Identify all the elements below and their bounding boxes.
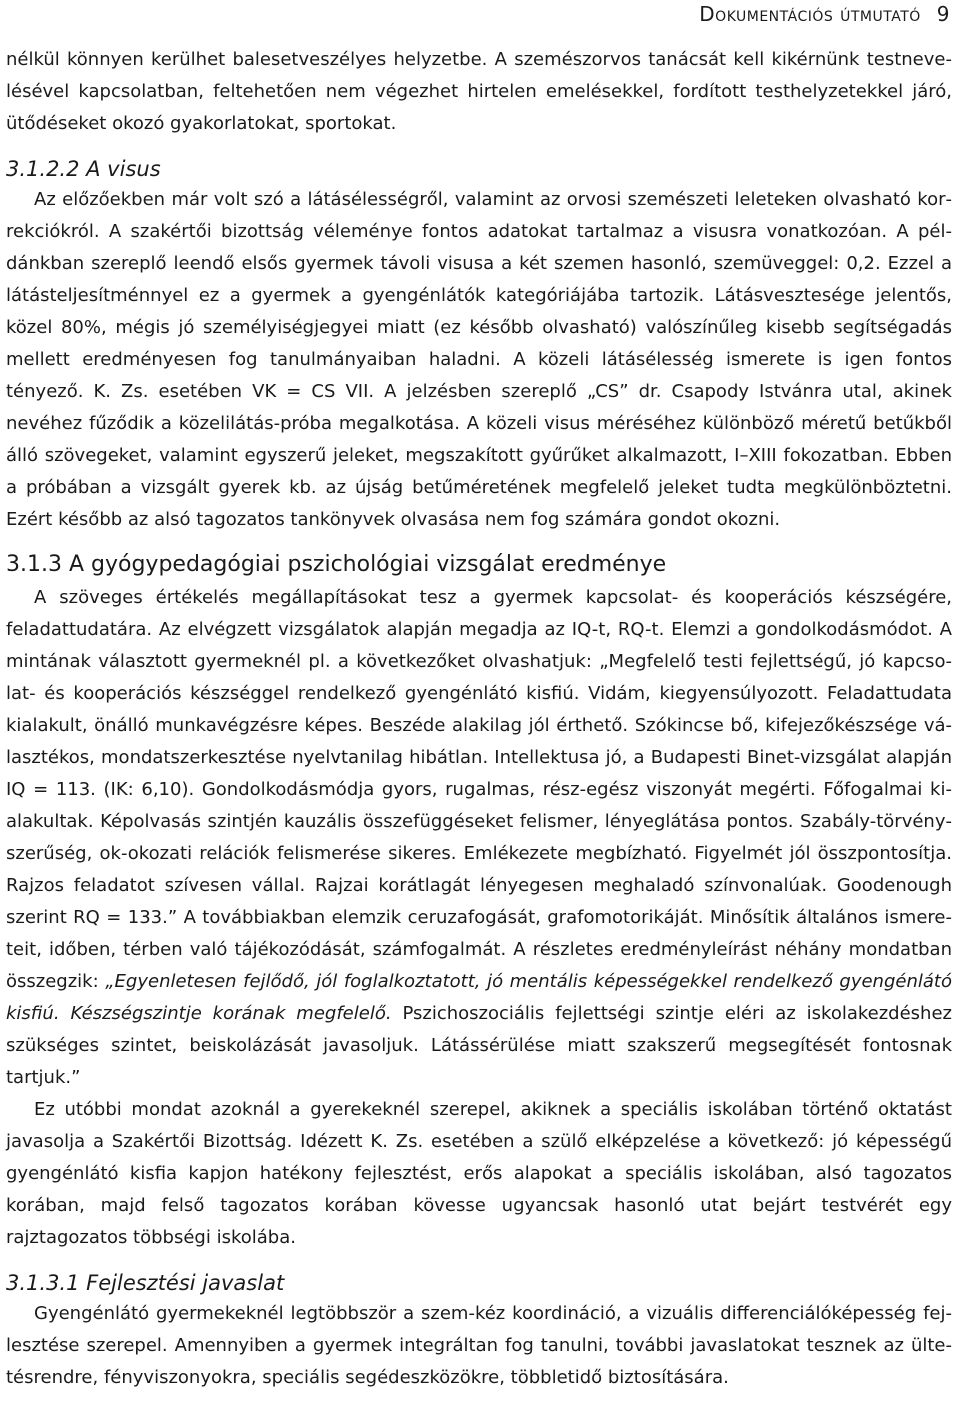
paragraph-psychology	[6, 582, 952, 1094]
paragraph-intro: nélkül könnyen kerülhet balesetveszélyes helyzetbe. A szemészorvos tanácsát kell kikérnünk testnevelésével kapcsolatban, feltehetően nem végezhet hirtelen emelésekkel, fordított testhelyzetekkel járó, ütődéseket okozó gyakorlatokat, sportokat.	[6, 49, 952, 134]
running-title: Dokumentációs útmutató	[699, 2, 921, 26]
page-content	[6, 44, 952, 1394]
paragraph-development: Gyengénlátó gyermekeknél legtöbbször a szem-kéz koordináció, a vizuális differenciálóképesség fejlesztése szerepel. Amennyiben a gyermek integráltan fog tanulni, további javaslatokat tesznek az ültetésrendre, fényviszonyokra, speciális segédeszközökre, többletidő biztosítására.	[6, 1303, 952, 1388]
heading-psychology-result: 3.1.3 A gyógypedagógiai pszichológiai vizsgálat eredménye	[6, 552, 667, 577]
page-number: 9	[936, 2, 950, 26]
heading-visus: 3.1.2.2 A visus	[6, 157, 161, 181]
psychology-quote-text: „Egyenletesen fejlődő, jól foglalkoztatott, jó mentális képességekkel rendelkező gyengénlátó kisfiú. Készségszintje korának megfelelő.	[6, 971, 952, 1024]
paragraph-committee: Ez utóbbi mondat azoknál a gyerekeknél szerepel, akiknek a speciális iskolában történő oktatást javasolja a Szakértői Bizottság. Idézett K. Zs. esetében a szülő elképzelése a következő: jó képességű gyengénlátó kisfia kapjon hatékony fejlesztést, erős alapokat a speciális iskolában, alsó tagozatos korában, majd felső tagozatos korában kövesse ugyancsak hasonló utat bejárt testvérét egy rajztagozatos többségi iskolába.	[6, 1099, 952, 1248]
paragraph-visus: Az előzőekben már volt szó a látásélességről, valamint az orvosi szemészeti leleteken olvasható korrekciókról. A szakértői bizottság véleménye fontos adatokat tartalmaz a visusra vonatkozóan. A példánkban szereplő leendő elsős gyermek távoli visusa a két szemen hasonló, szemüveggel: 0,2. Ezzel a látásteljesítménnyel ez a gyermek a gyengénlátók kategóriájába tartozik. Látásvesztesége jelentős, közel 80%, mégis jó személyiségjegyei miatt (ez később olvasható) valószínűleg kisebb segítségadás mellett eredményesen fog tanulmányaiban haladni. A közeli látásélesség ismerete is igen fontos tényező. K. Zs. esetében VK = CS VII. A jelzésben szereplő „CS” dr. Csapody Istvánra utal, akinek nevéhez fűződik a közelilátás-próba megalkotása. A közeli visus méréséhez különböző méretű betűkből álló szövegeket, valamint egyszerű jeleket, megszakított gyűrűket alkalmazott, I–XIII fokozatban. Ebben a próbában a vizsgált gyerek kb. az újság betűméretének megfelelő jeleket tudta megkülönböztetni. Ezért később az alsó tagozatos tankönyvek olvasása nem fog számára gondot okozni.	[6, 189, 952, 530]
psychology-text-a: A szöveges értékelés megállapításokat tesz a gyermek kapcsolat- és kooperációs készségére, feladattudatára. Az elvégzett vizsgálatok alapján megadja az IQ-t, RQ-t. Elemzi a gondolkodásmódot. A mintának választott gyermeknél pl. a következőket olvashatjuk: „Megfelelő testi fejlettségű, jó kapcsolat- és kooperációs készséggel rendelkező gyengénlátó kisfiú. Vidám, kiegyensúlyozott. Feladattudata kialakult, önálló munkavégzésre képes. Beszéde alakilag jól érthető. Szókincse bő, kifejezőkészsége választékos, mondatszerkesztése nyelvtanilag hibátlan. Intellektusa jó, a Budapesti Binet-vizsgálat alapján IQ = 113. (IK: 6,10). Gondolkodásmódja gyors, rugalmas, rész-egész viszonyát megérti. Főfogalmai kialakultak. Képolvasás szintjén kauzális összefüggéseket felismer, lényeglátása pontos. Szabály-törvényszerűség, ok-okozati relációk felismerése sikeres. Emlékezete megbízható. Figyelmét jól összpontosítja. Rajzos feladatot szívesen vállal. Rajzai korátlagát lényegesen meghaladó színvonalúak. Goodenough szerint RQ = 133.” A továbbiakban elemzik ceruzafogását, grafomotorikáját. Minősítik általános ismereteit, időben, térben való tájékozódását, számfogalmát. A részletes eredményleírást néhány mondatban összegzik:	[6, 587, 952, 992]
heading-development-proposal: 3.1.3.1 Fejlesztési javaslat	[6, 1271, 285, 1295]
psychology-text-b: Pszichoszociális fejlettségi szintje eléri az iskolakezdéshez szükséges szintet, beiskolázását javasoljuk. Látássérülése miatt szakszerű megsegítését fontosnak tartjuk.”	[6, 1003, 952, 1088]
running-header	[699, 2, 950, 26]
